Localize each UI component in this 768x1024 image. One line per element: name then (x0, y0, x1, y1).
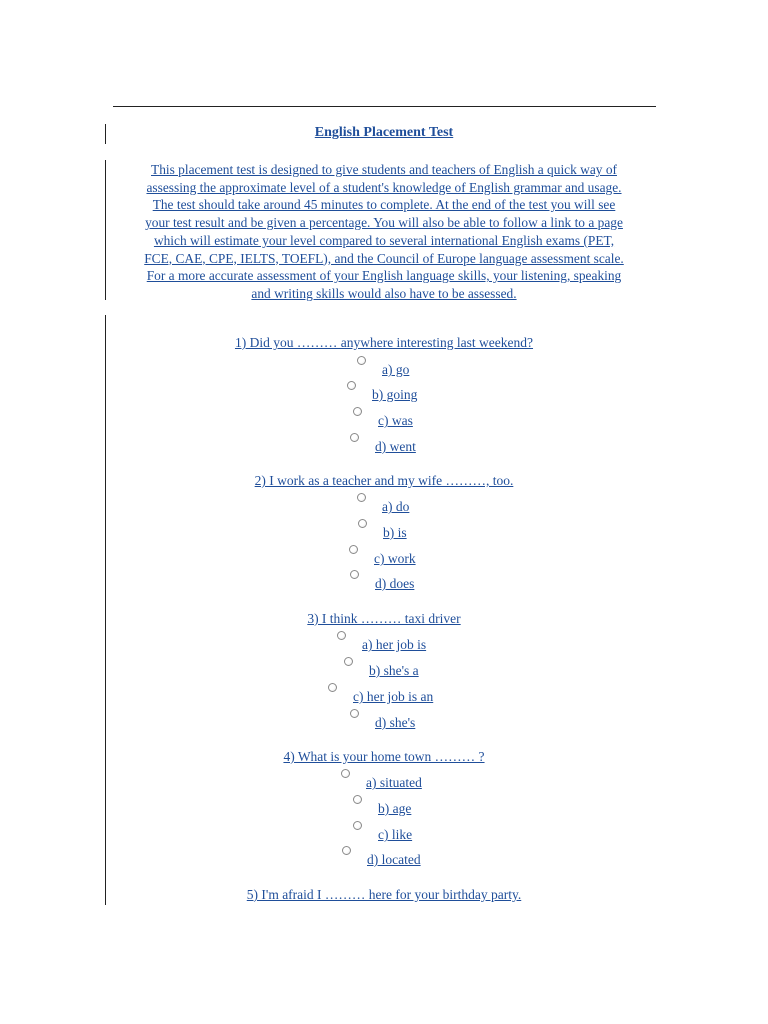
page-title: English Placement Test (314, 125, 454, 140)
margin-bar-intro (105, 160, 106, 300)
question-4-option-b-radio[interactable] (353, 795, 362, 804)
question-1-option-b-radio[interactable] (347, 381, 356, 390)
question-2-option-b-radio[interactable] (358, 519, 367, 528)
margin-bar-questions (105, 315, 106, 905)
question-4-option-c-label[interactable]: c) like (378, 827, 413, 842)
question-1-option-a-radio[interactable] (357, 356, 366, 365)
question-2-option-a-radio[interactable] (357, 493, 366, 502)
question-1-option-d-label[interactable]: d) went (375, 439, 416, 454)
question-5-text: 5) I'm afraid I ……… here for your birthday party. (246, 887, 522, 902)
question-1-option-b-label[interactable]: b) going (372, 387, 418, 402)
question-4-option-d-radio[interactable] (342, 846, 351, 855)
question-3-option-a-label[interactable]: a) her job is (362, 637, 427, 652)
question-4-option-a-label[interactable]: a) situated (366, 775, 422, 790)
question-1-option-c-label[interactable]: c) was (378, 413, 413, 428)
top-rule (113, 106, 656, 107)
question-2-option-d-radio[interactable] (350, 570, 359, 579)
question-3-option-b-label[interactable]: b) she's a (369, 663, 419, 678)
question-2-text: 2) I work as a teacher and my wife ………, too. (254, 473, 514, 488)
question-1-option-c-radio[interactable] (353, 407, 362, 416)
question-3-option-d-radio[interactable] (350, 709, 359, 718)
question-3-option-d-label[interactable]: d) she's (375, 715, 416, 730)
question-2-option-a-label[interactable]: a) do (382, 499, 410, 514)
question-2-option-c-radio[interactable] (349, 545, 358, 554)
question-2-option-d-label[interactable]: d) does (375, 576, 415, 591)
question-3-option-c-radio[interactable] (328, 683, 337, 692)
question-4-text: 4) What is your home town ……… ? (283, 749, 485, 764)
question-2-option-c-label[interactable]: c) work (374, 551, 416, 566)
question-4-option-b-label[interactable]: b) age (378, 801, 412, 816)
question-3-text: 3) I think ……… taxi driver (307, 611, 461, 626)
question-3-option-a-radio[interactable] (337, 631, 346, 640)
question-3-option-c-label[interactable]: c) her job is an (353, 689, 434, 704)
question-2-option-b-label[interactable]: b) is (383, 525, 407, 540)
question-1-option-d-radio[interactable] (350, 433, 359, 442)
intro-paragraph: This placement test is designed to give students and teachers of English a quick way of assessing the approximate level of a student's knowledge of English grammar and usage. The test should take around 45 minutes to complete. At the end of the test you will see your test result and be given a percentage. You will also be able to follow a link to a page which will estimate your level compared to several international English exams (PET, FCE, CAE, CPE, IELTS, TOEFL), and the Council of Europe language assessment scale. For a more accurate assessment of your English language skills, your listening, speaking and writing skills would also have to be assessed. (144, 162, 624, 301)
question-4-option-d-label[interactable]: d) located (367, 852, 421, 867)
question-4-option-a-radio[interactable] (341, 769, 350, 778)
question-3-option-b-radio[interactable] (344, 657, 353, 666)
question-1-option-a-label[interactable]: a) go (382, 362, 410, 377)
question-1-text: 1) Did you ……… anywhere interesting last weekend? (234, 335, 534, 350)
question-4-option-c-radio[interactable] (353, 821, 362, 830)
